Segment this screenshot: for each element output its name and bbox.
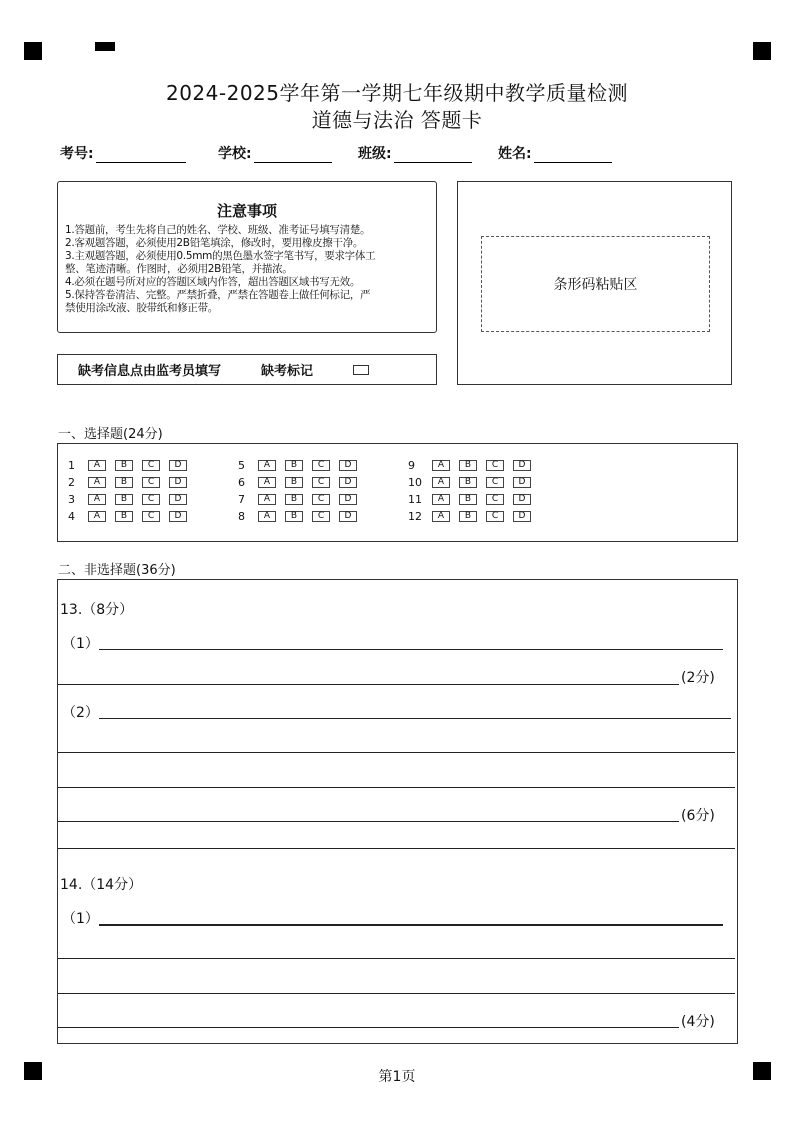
option-bubble[interactable]: A — [88, 511, 106, 522]
option-bubble[interactable]: C — [142, 511, 160, 522]
choice-question-row — [68, 492, 196, 506]
question-13-part2-label: （2） — [62, 705, 99, 721]
page-number: 第1页 — [378, 1069, 416, 1085]
option-bubble[interactable]: A — [88, 477, 106, 488]
option-bubble[interactable]: C — [312, 511, 330, 522]
option-bubble[interactable]: B — [459, 477, 477, 488]
notice-item: 3.主观题答题，必须使用0.5mm的黑色墨水签字笔书写，要求字体工 — [65, 250, 376, 262]
option-bubble[interactable]: D — [513, 460, 531, 471]
option-bubble[interactable]: B — [115, 511, 133, 522]
option-bubble[interactable]: D — [169, 460, 187, 471]
question-number: 11 — [408, 492, 422, 506]
choice-question-row — [238, 492, 366, 506]
option-bubble[interactable]: D — [169, 511, 187, 522]
question-13-part1-score: (2分) — [681, 670, 715, 686]
option-bubble[interactable]: C — [486, 494, 504, 505]
option-bubble[interactable]: D — [339, 477, 357, 488]
choice-question-row — [68, 509, 196, 523]
answer-line[interactable] — [58, 787, 735, 788]
question-number: 3 — [68, 492, 75, 506]
choice-question-row — [408, 475, 540, 489]
option-bubble[interactable]: B — [115, 460, 133, 471]
option-bubble[interactable]: A — [258, 511, 276, 522]
answer-line[interactable] — [58, 752, 735, 753]
answer-line[interactable] — [58, 684, 679, 685]
option-bubble[interactable]: C — [142, 460, 160, 471]
choice-question-row — [68, 475, 196, 489]
option-bubble[interactable]: C — [312, 494, 330, 505]
section1-title: 一、选择题(24分) — [58, 427, 163, 442]
notice-box — [57, 181, 437, 333]
notice-item: 2.客观题答题，必须使用2B铅笔填涂，修改时，要用橡皮擦干净。 — [65, 237, 364, 249]
option-bubble[interactable]: C — [312, 477, 330, 488]
notice-item: 4.必须在题号所对应的答题区域内作答，超出答题区域书写无效。 — [65, 276, 361, 288]
option-bubble[interactable]: B — [285, 460, 303, 471]
option-bubble[interactable]: A — [258, 477, 276, 488]
question-14-label: 14.（14分） — [60, 877, 143, 893]
option-bubble[interactable]: B — [115, 494, 133, 505]
absent-mark-checkbox[interactable] — [353, 365, 369, 375]
exam-number-field[interactable]: 考号: — [60, 143, 186, 163]
question-number: 6 — [238, 475, 245, 489]
choice-question-row — [408, 458, 540, 472]
question-number: 7 — [238, 492, 245, 506]
question-number: 4 — [68, 509, 75, 523]
option-bubble[interactable]: B — [459, 511, 477, 522]
option-bubble[interactable]: C — [142, 494, 160, 505]
answer-line[interactable] — [99, 924, 723, 926]
option-bubble[interactable]: D — [513, 494, 531, 505]
choice-question-row — [408, 492, 540, 506]
option-bubble[interactable]: A — [432, 494, 450, 505]
school-field[interactable]: 学校: — [218, 143, 332, 163]
question-13-part2-score: (6分) — [681, 808, 715, 824]
absent-info-box — [57, 354, 437, 385]
option-bubble[interactable]: B — [115, 477, 133, 488]
option-bubble[interactable]: B — [285, 494, 303, 505]
name-field[interactable]: 姓名: — [498, 143, 612, 163]
option-bubble[interactable]: D — [339, 511, 357, 522]
option-bubble[interactable]: A — [432, 511, 450, 522]
option-bubble[interactable]: B — [459, 460, 477, 471]
option-bubble[interactable]: B — [459, 494, 477, 505]
choice-question-row — [238, 475, 366, 489]
answer-line[interactable] — [58, 993, 735, 994]
class-field[interactable]: 班级: — [358, 143, 472, 163]
option-bubble[interactable]: C — [142, 477, 160, 488]
option-bubble[interactable]: D — [339, 460, 357, 471]
option-bubble[interactable]: A — [88, 460, 106, 471]
question-number: 2 — [68, 475, 75, 489]
choice-question-row — [238, 458, 366, 472]
answer-line[interactable] — [99, 718, 731, 719]
choice-question-row — [68, 458, 196, 472]
notice-item: 整、笔迹清晰。作图时，必须用2B铅笔，并描浓。 — [65, 263, 293, 275]
question-14-part1-label: （1） — [62, 911, 99, 927]
option-bubble[interactable]: A — [88, 494, 106, 505]
option-bubble[interactable]: A — [432, 477, 450, 488]
section2-title: 二、非选择题(36分) — [58, 563, 176, 578]
option-bubble[interactable]: D — [169, 477, 187, 488]
option-bubble[interactable]: B — [285, 477, 303, 488]
absent-mark-label: 缺考标记 — [261, 364, 314, 379]
question-13-part1-label: （1） — [62, 636, 99, 652]
option-bubble[interactable]: D — [513, 477, 531, 488]
question-number: 5 — [238, 458, 245, 472]
question-number: 8 — [238, 509, 245, 523]
multiple-choice-box — [57, 443, 738, 542]
registration-mark-top-small — [95, 42, 115, 51]
option-bubble[interactable]: C — [486, 511, 504, 522]
answer-line[interactable] — [99, 649, 723, 650]
barcode-area — [457, 181, 732, 385]
question-number: 1 — [68, 458, 75, 472]
barcode-label: 条形码粘贴区 — [553, 277, 638, 293]
notice-title: 注意事项 — [216, 202, 277, 220]
notice-item: 1.答题前，考生先将自己的姓名、学校、班级、准考证号填写清楚。 — [65, 224, 371, 236]
student-info-row — [60, 143, 760, 165]
question-number: 9 — [408, 458, 415, 472]
choice-question-row — [408, 509, 540, 523]
option-bubble[interactable]: A — [258, 494, 276, 505]
notice-item: 禁使用涂改液、胶带纸和修正带。 — [65, 302, 218, 314]
question-14-part1-score: (4分) — [681, 1014, 715, 1030]
answer-line[interactable] — [58, 958, 735, 959]
question-number: 10 — [408, 475, 422, 489]
page-title: 2024-2025学年第一学期七年级期中教学质量检测 — [165, 81, 628, 105]
option-bubble[interactable]: C — [486, 477, 504, 488]
option-bubble[interactable]: B — [285, 511, 303, 522]
option-bubble[interactable]: C — [312, 460, 330, 471]
registration-mark-top-left — [24, 42, 42, 60]
answer-line[interactable] — [58, 821, 679, 822]
question-13-label: 13.（8分） — [60, 602, 134, 618]
option-bubble[interactable]: A — [258, 460, 276, 471]
barcode-paste-zone — [481, 236, 710, 332]
option-bubble[interactable]: A — [432, 460, 450, 471]
choice-question-row — [238, 509, 366, 523]
answer-line[interactable] — [58, 848, 735, 849]
answer-line[interactable] — [58, 1027, 679, 1028]
option-bubble[interactable]: D — [339, 494, 357, 505]
page-subtitle: 道德与法治 答题卡 — [311, 108, 483, 132]
notice-item: 5.保持答卷清洁、完整。严禁折叠，严禁在答题卷上做任何标记，严 — [65, 289, 371, 301]
registration-mark-top-right — [753, 42, 771, 60]
absent-info-label: 缺考信息点由监考员填写 — [78, 364, 222, 379]
option-bubble[interactable]: D — [513, 511, 531, 522]
option-bubble[interactable]: D — [169, 494, 187, 505]
option-bubble[interactable]: C — [486, 460, 504, 471]
question-number: 12 — [408, 509, 422, 523]
